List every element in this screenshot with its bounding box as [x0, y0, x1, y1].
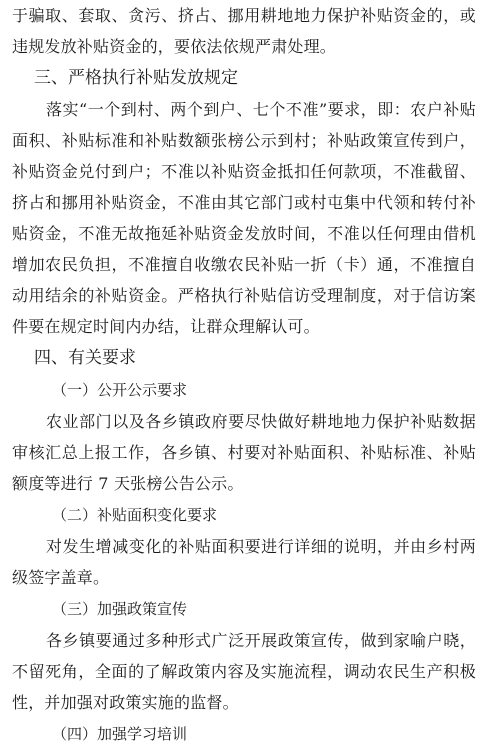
section-4-heading: 四、有关要求 [34, 348, 136, 368]
subsection-1-title: （一）公开公示要求 [52, 381, 188, 399]
subsection-3-title: （三）加强政策宣传 [52, 600, 188, 618]
subsection-1-body: 农业部门以及各乡镇政府要尽快做好耕地地力保护补贴数据审核汇总上报工作，各乡镇、村要对补贴面积、补贴标准、补贴额度等进行 7 天张榜公告公示。 [12, 412, 476, 493]
intro-paragraph: 于骗取、套取、贪污、挤占、挪用耕地地力保护补贴资金的，或违规发放补贴资金的，要依法依规严肃处理。 [12, 6, 476, 56]
subsection-2-body: 对发生增减变化的补贴面积要进行详细的说明，并由乡村两级签字盖章。 [12, 537, 476, 587]
subsection-2-title: （二）补贴面积变化要求 [52, 506, 218, 524]
subsection-4-title: （四）加强学习培训 [52, 725, 188, 743]
section-3-body: 落实“一个到村、两个到户、七个不准”要求，即：农户补贴面积、补贴标准和补贴数额张榜公示到村；补贴政策宣传到户，补贴资金兑付到户；不准以补贴资金抵扣任何款项，不准截留、挤占和挪用补贴资金，不准由其它部门或村屯集中代领和转付补贴资金，不准无故拖延补贴资金发放时间，不准以任何理由借机增加农民负担，不准擅自收缴农民补贴一折（卡）通，不准擅自动用结余的补贴资金。严格执行补贴信访受理制度，对于信访案件要在规定时间内办结，让群众理解认可。 [12, 100, 476, 336]
subsection-3-body: 各乡镇要通过多种形式广泛开展政策宣传，做到家喻户晓，不留死角，全面的了解政策内容及实施流程，调动农民生产积极性，并加强对政策实施的监督。 [12, 631, 476, 712]
section-3-heading: 三、严格执行补贴发放规定 [34, 68, 238, 88]
